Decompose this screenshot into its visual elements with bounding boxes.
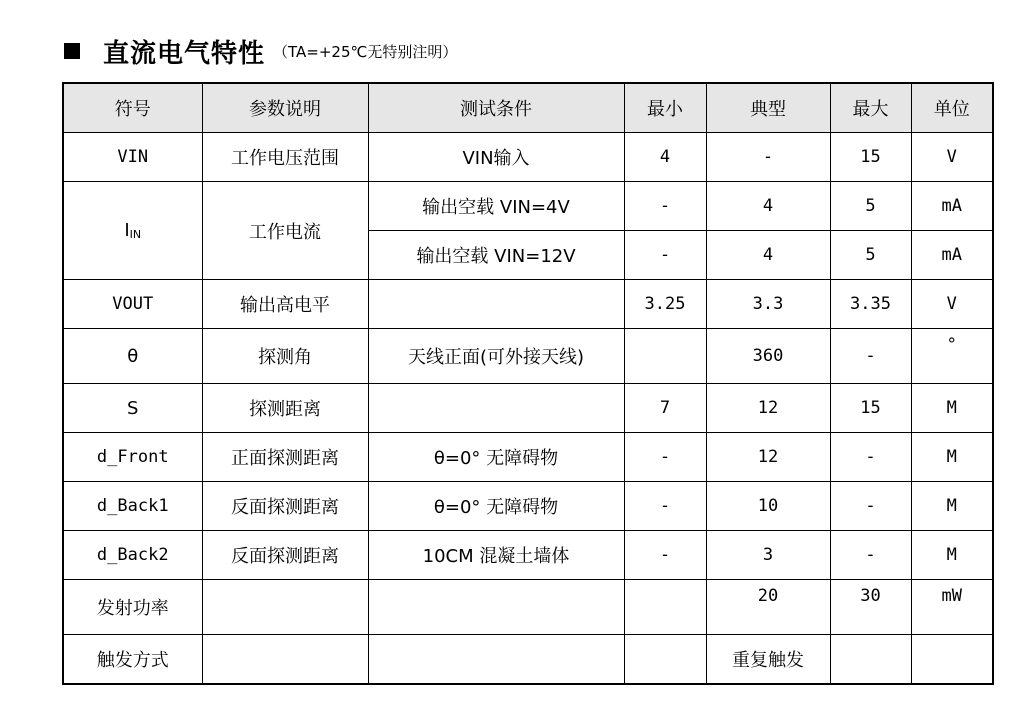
cell-unit: V (911, 280, 993, 329)
cell-condition (368, 384, 624, 433)
table-row (63, 182, 993, 231)
cell-condition: θ=0° 无障碍物 (368, 482, 624, 531)
section-title: 直流电气特性 (103, 38, 266, 69)
table-row (63, 433, 993, 482)
cell-typ: 4 (706, 231, 830, 280)
cell-max: - (830, 433, 911, 482)
table-row (63, 133, 993, 182)
cell-max: 3.35 (830, 280, 911, 329)
cell-symbol: VOUT (63, 280, 202, 329)
cell-symbol: θ (63, 329, 202, 384)
cell-min: - (624, 182, 706, 231)
header-condition: 测试条件 (368, 83, 624, 133)
cell-condition: 输出空载 VIN=4V (368, 182, 624, 231)
cell-min: 3.25 (624, 280, 706, 329)
cell-min: - (624, 482, 706, 531)
cell-symbol: d_Back2 (63, 531, 202, 580)
cell-condition (368, 580, 624, 635)
cell-typ: 360 (706, 329, 830, 384)
table-row (63, 635, 993, 685)
cell-condition: 输出空载 VIN=12V (368, 231, 624, 280)
cell-max: - (830, 482, 911, 531)
cell-unit: M (911, 482, 993, 531)
cell-parameter (202, 635, 368, 685)
cell-unit: ° (911, 329, 993, 384)
table-row (63, 329, 993, 384)
cell-unit: M (911, 433, 993, 482)
cell-parameter: 工作电流 (202, 182, 368, 280)
cell-parameter (202, 580, 368, 635)
section-condition: （TA=+25℃无特别注明） (273, 42, 458, 61)
cell-symbol: 触发方式 (63, 635, 202, 685)
cell-symbol: S (63, 384, 202, 433)
cell-symbol: d_Front (63, 433, 202, 482)
cell-min: - (624, 531, 706, 580)
header-symbol: 符号 (63, 83, 202, 133)
table-row (63, 280, 993, 329)
cell-max: 5 (830, 182, 911, 231)
cell-typ: 10 (706, 482, 830, 531)
cell-unit (911, 635, 993, 685)
cell-min: 4 (624, 133, 706, 182)
cell-condition: θ=0° 无障碍物 (368, 433, 624, 482)
header-max: 最大 (830, 83, 911, 133)
cell-symbol: VIN (63, 133, 202, 182)
cell-symbol: d_Back1 (63, 482, 202, 531)
cell-typ: 重复触发 (706, 635, 830, 685)
cell-unit: M (911, 384, 993, 433)
table-row (63, 580, 993, 635)
cell-condition (368, 635, 624, 685)
cell-typ: 3 (706, 531, 830, 580)
table-header-row (63, 83, 993, 133)
cell-parameter: 正面探测距离 (202, 433, 368, 482)
cell-typ: 20 (706, 580, 830, 635)
section-heading (64, 34, 457, 68)
header-min: 最小 (624, 83, 706, 133)
cell-parameter: 反面探测距离 (202, 482, 368, 531)
cell-min (624, 580, 706, 635)
table-row (63, 384, 993, 433)
header-unit: 单位 (911, 83, 993, 133)
cell-unit: V (911, 133, 993, 182)
cell-max: 15 (830, 384, 911, 433)
cell-condition (368, 280, 624, 329)
symbol-main: I (124, 220, 130, 241)
table-row (63, 482, 993, 531)
cell-parameter: 探测距离 (202, 384, 368, 433)
header-typ: 典型 (706, 83, 830, 133)
cell-parameter: 探测角 (202, 329, 368, 384)
cell-condition: 天线正面(可外接天线) (368, 329, 624, 384)
dc-characteristics-table (62, 82, 994, 685)
cell-max: 15 (830, 133, 911, 182)
cell-symbol: 发射功率 (63, 580, 202, 635)
square-bullet-icon (64, 43, 80, 59)
cell-min: 7 (624, 384, 706, 433)
cell-max: - (830, 531, 911, 580)
cell-typ: 3.3 (706, 280, 830, 329)
cell-typ: 12 (706, 433, 830, 482)
cell-max: - (830, 329, 911, 384)
cell-parameter: 工作电压范围 (202, 133, 368, 182)
symbol-subscript: IN (129, 228, 142, 241)
cell-unit: mA (911, 231, 993, 280)
cell-typ: 12 (706, 384, 830, 433)
cell-condition: 10CM 混凝土墙体 (368, 531, 624, 580)
cell-symbol (63, 182, 202, 280)
cell-min (624, 329, 706, 384)
cell-min: - (624, 433, 706, 482)
cell-condition: VIN输入 (368, 133, 624, 182)
cell-max: 30 (830, 580, 911, 635)
cell-max: 5 (830, 231, 911, 280)
header-parameter: 参数说明 (202, 83, 368, 133)
cell-min (624, 635, 706, 685)
cell-parameter: 反面探测距离 (202, 531, 368, 580)
cell-typ: 4 (706, 182, 830, 231)
cell-min: - (624, 231, 706, 280)
cell-parameter: 输出高电平 (202, 280, 368, 329)
table-row (63, 531, 993, 580)
cell-unit: M (911, 531, 993, 580)
cell-unit: mW (911, 580, 993, 635)
cell-typ: - (706, 133, 830, 182)
cell-max (830, 635, 911, 685)
cell-unit: mA (911, 182, 993, 231)
